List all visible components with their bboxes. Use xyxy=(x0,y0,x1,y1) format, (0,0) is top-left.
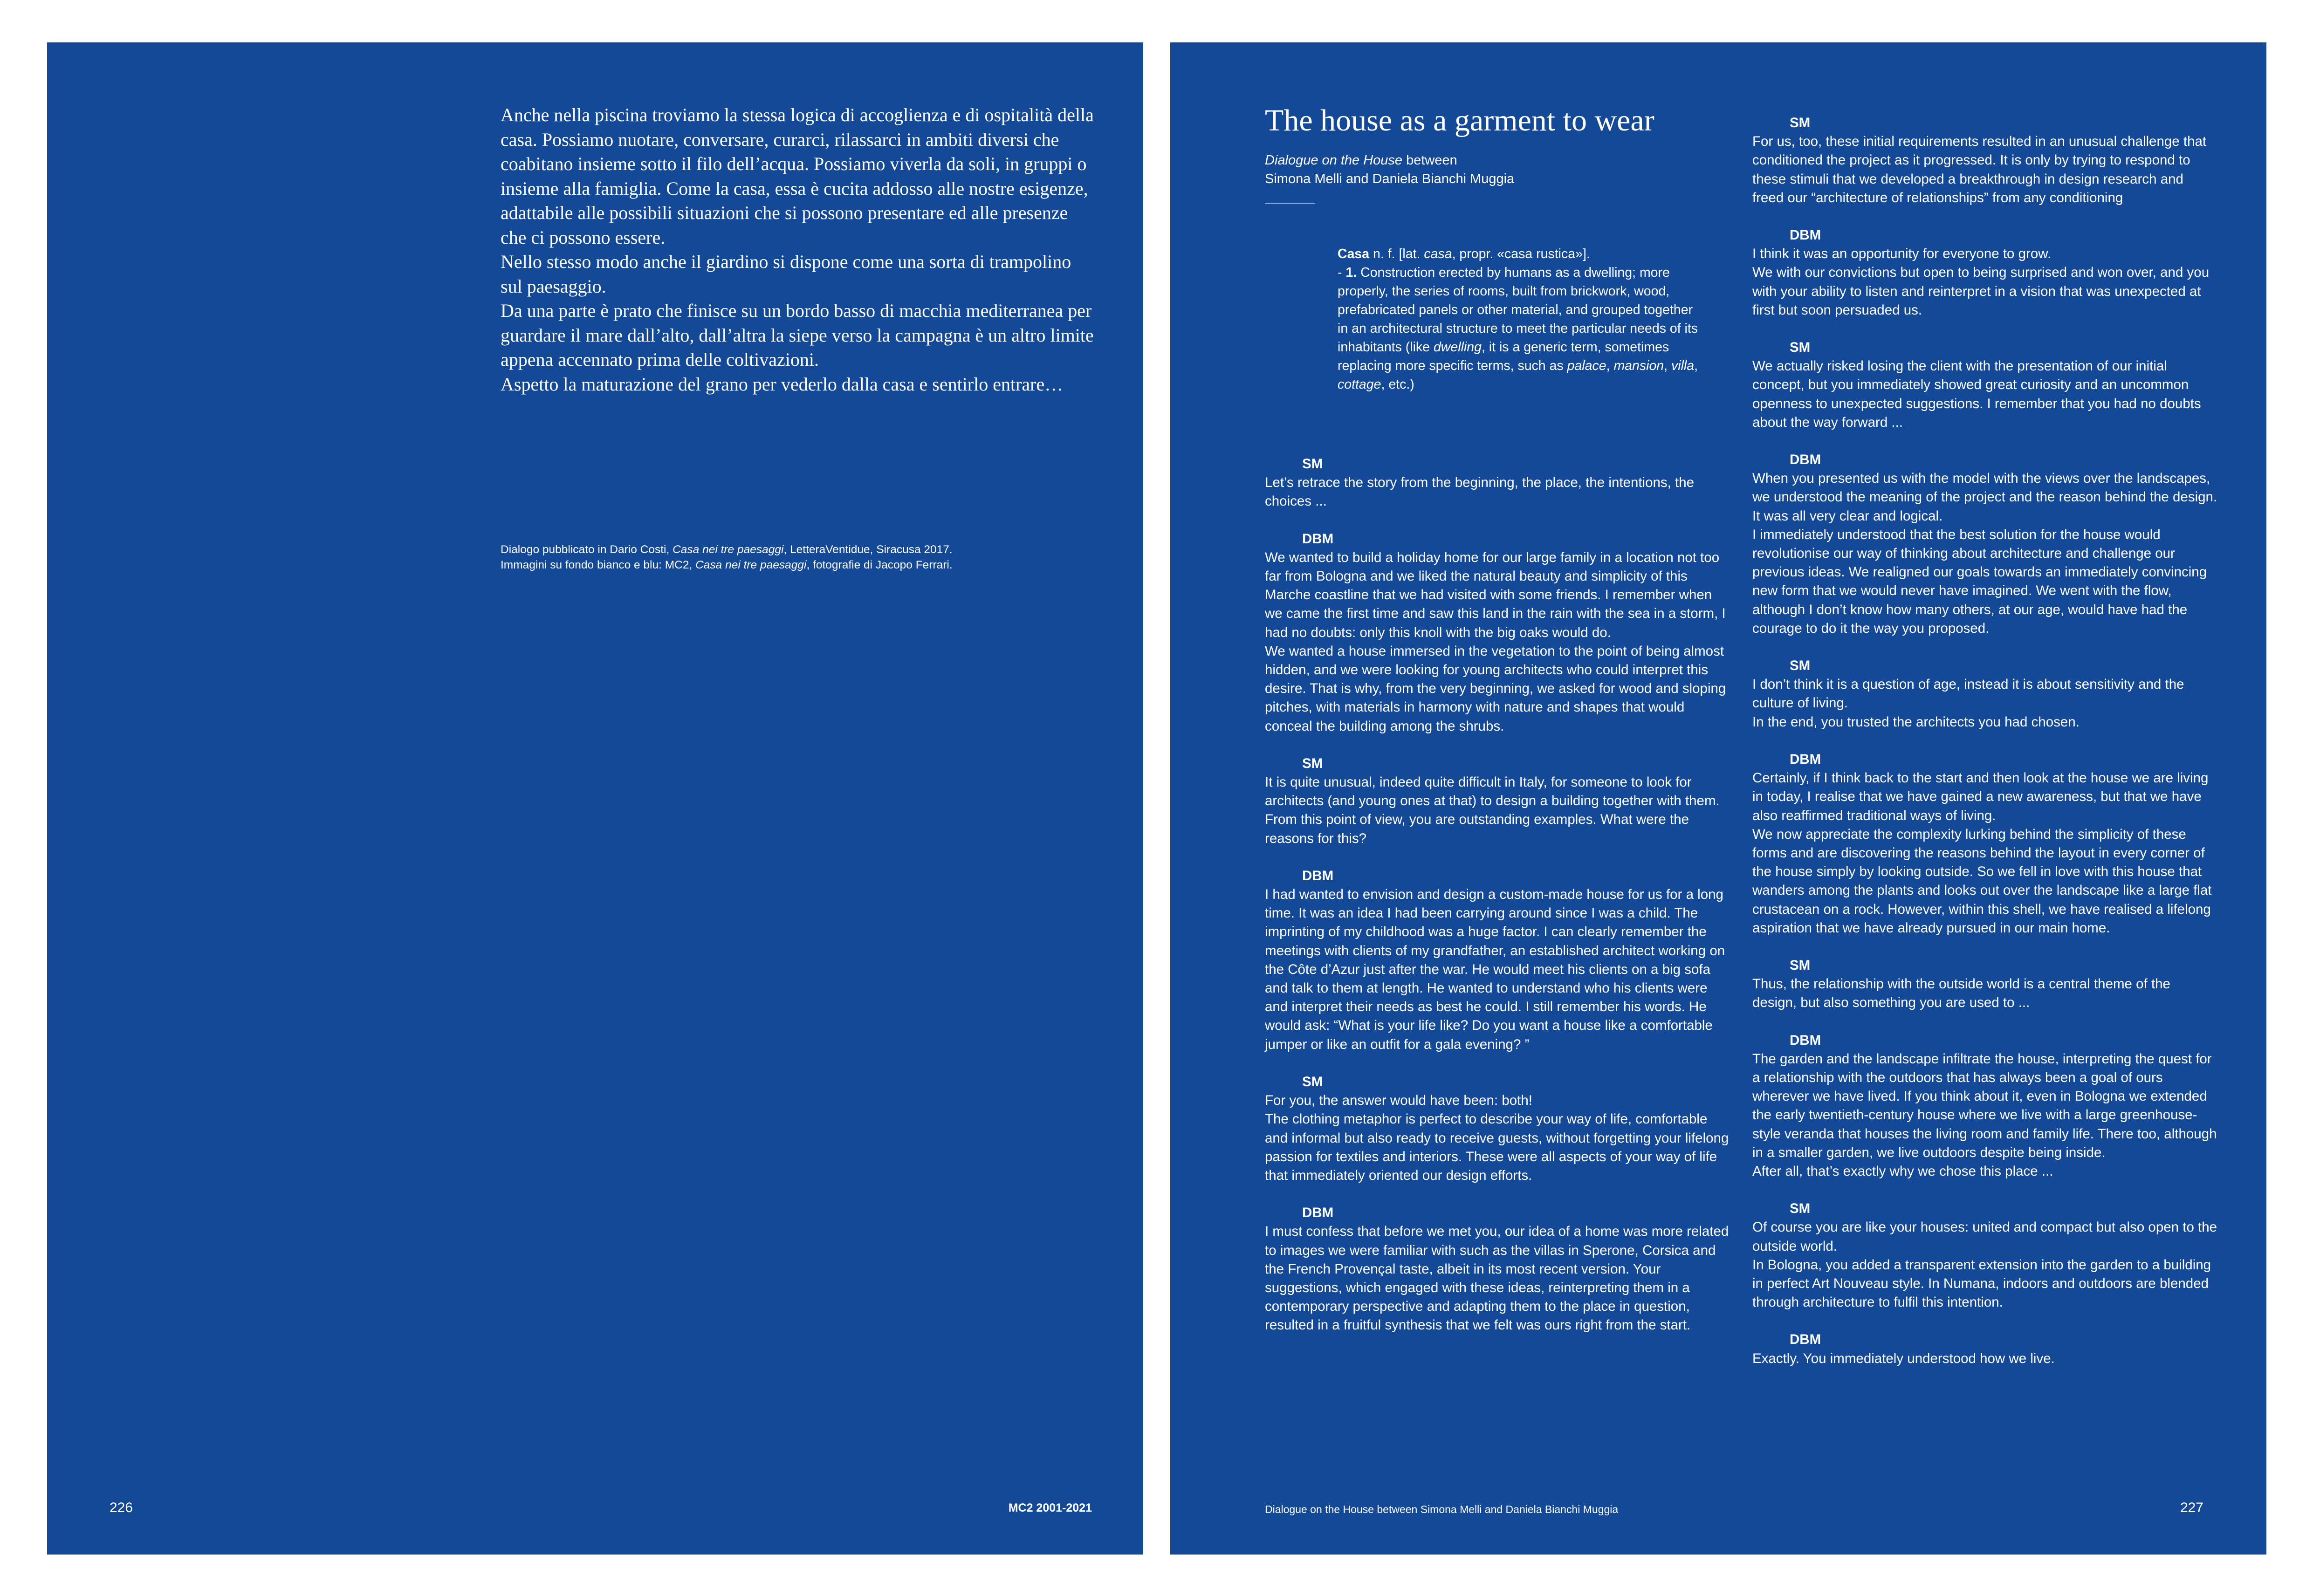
dialogue-paragraph: After all, that’s exactly why we chose this place ... xyxy=(1752,1163,2053,1179)
definition-text: , etc.) xyxy=(1381,377,1414,392)
definition-italic: palace xyxy=(1567,358,1606,373)
dialogue-paragraph: The garden and the landscape infiltrate the house, interpreting the quest for a relationship with the outdoors that has always been a goal of ours wherever we have lived. If you think about it, even in Bologna we extended the early twentieth-century house where we live with a large greenhouse-style veranda that houses the living room and family life. There too, although in a smaller garden, we live outdoors despite being inside. xyxy=(1752,1051,2217,1160)
definition-italic: mansion xyxy=(1613,358,1664,373)
definition-text: , xyxy=(1606,358,1614,373)
speaker-label: SM xyxy=(1790,340,1811,356)
subtitle-italic: Dialogue on the House xyxy=(1265,153,1403,168)
speaker-label: DBM xyxy=(1302,531,1334,547)
dialogue-exchange xyxy=(1752,1199,2218,1312)
speaker-label: DBM xyxy=(1302,1205,1334,1221)
dialogue-paragraph: In the end, you trusted the architects you had chosen. xyxy=(1752,714,2080,730)
speaker-label: SM xyxy=(1790,115,1811,130)
credit-text: Immagini su fondo bianco e blu: MC2, xyxy=(501,559,696,571)
dialogue-exchange xyxy=(1752,338,2218,432)
speaker-label: DBM xyxy=(1790,452,1821,468)
running-foot: Dialogue on the House between Simona Melli and Daniela Bianchi Muggia xyxy=(1265,1503,1619,1515)
credit-text: , fotografie di Jacopo Ferrari. xyxy=(806,559,953,571)
dialogue-exchange xyxy=(1752,451,2218,638)
definition-italic: villa xyxy=(1671,358,1695,373)
dictionary-definition xyxy=(1338,245,1706,394)
body-paragraph: Da una parte è prato che finisce su un bordo basso di macchia mediterranea per guardare il mare dall’alto, dall’altra la siepe verso la campagna è un altro limite appena accennato prima delle coltivazioni. xyxy=(501,300,1094,370)
dialogue-paragraph: When you presented us with the model with the views over the landscapes, we understood the meaning of the project and the reason behind the design. It was all very clear and logical. xyxy=(1752,471,2217,524)
definition-text: , xyxy=(1664,358,1672,373)
dialogue-exchange xyxy=(1752,750,2218,938)
dialogue-paragraph: I think it was an opportunity for everyone to grow. xyxy=(1752,246,2052,262)
dialogue-exchange xyxy=(1265,455,1731,511)
definition-text: Construction erected by humans as a dwelling; more properly, the series of rooms, built from brickwork, wood, prefabricated panels or other material, and grouped together in an architectural structure to meet the particular needs of its inhabitants (like xyxy=(1338,265,1698,355)
dialogue-paragraph: I had wanted to envision and design a custom-made house for us for a long time. It was an idea I had been carrying around since I was a child. The imprinting of my childhood was a huge factor. I can clearly remember the meetings with clients of my grandfather, an established architect working on the Côte d’Azur just after the war. He would meet his clients on a big sofa and talk to them at length. He wanted to understand who his clients were and interpret their needs as best he could. I still remember his words. He would ask: “What is your life like? Do you want a house like a comfortable jumper or like an outfit for a gala evening? ” xyxy=(1265,887,1725,1052)
definition-italic: cottage xyxy=(1338,377,1381,392)
dialogue-column-right xyxy=(1752,114,2218,1387)
dialogue-paragraph: In Bologna, you added a transparent extension into the garden to a building in perfect Art Nouveau style. In Numana, indoors and outdoors are blended through architecture to fulfil this intention. xyxy=(1752,1257,2211,1310)
speaker-label: SM xyxy=(1302,456,1323,472)
right-page xyxy=(1170,42,2266,1555)
dialogue-exchange xyxy=(1752,1330,2218,1368)
definition-text: , propr. «casa rustica»]. xyxy=(1452,247,1590,261)
credit-text: Dialogo pubblicato in Dario Costi, xyxy=(501,543,673,556)
dialogue-exchange xyxy=(1265,530,1731,736)
dialogue-exchange xyxy=(1265,1204,1731,1335)
speaker-label: SM xyxy=(1302,1074,1323,1089)
speaker-label: SM xyxy=(1790,658,1811,674)
dialogue-paragraph: Thus, the relationship with the outside world is a central theme of the design, but also something you are used to ... xyxy=(1752,976,2170,1011)
page-number: 227 xyxy=(2180,1500,2203,1515)
definition-headword: Casa xyxy=(1338,247,1370,261)
definition-text: - xyxy=(1338,265,1346,280)
definition-italic: casa xyxy=(1424,247,1452,261)
dialogue-exchange xyxy=(1265,867,1731,1054)
subtitle-authors: Simona Melli and Daniela Bianchi Muggia xyxy=(1265,171,1515,186)
speaker-label: SM xyxy=(1790,957,1811,973)
speaker-label: DBM xyxy=(1790,751,1821,767)
dialogue-paragraph: Certainly, if I think back to the start and then look at the house we are living in today, I realise that we have gained a new awareness, but that we have also reaffirmed traditional ways of living. xyxy=(1752,770,2209,823)
dialogue-exchange xyxy=(1265,1073,1731,1185)
dialogue-paragraph: We with our convictions but open to being surprised and won over, and you with your ability to listen and reinterpret in a vision that was unexpected at first but soon persuaded us. xyxy=(1752,265,2210,318)
credit-text: , LetteraVentidue, Siracusa 2017. xyxy=(783,543,953,556)
dialogue-exchange xyxy=(1265,754,1731,848)
dialogue-paragraph: We now appreciate the complexity lurking behind the simplicity of these forms and are discovering the reasons behind the layout in every corner of the house simply by looking outside. So we fell in love with this house that wanders among the plants and looks out over the landscape like a large flat crustacean on a rock. However, within this shell, we have realised a lifelong aspiration that we have already pursued in our main home. xyxy=(1752,826,2212,936)
dialogue-paragraph: For us, too, these initial requirements resulted in an unusual challenge that conditioned the project as it progressed. It is only by trying to respond to these stimuli that we developed a breakthrough in design research and freed our “architecture of relationships” from any conditioning xyxy=(1752,134,2207,205)
dialogue-exchange xyxy=(1752,226,2218,320)
dialogue-paragraph: We wanted a house immersed in the vegetation to the point of being almost hidden, and we were looking for young architects who could interpret this desire. That is why, from the very beginning, we asked for wood and sloping pitches, with materials in harmony with nature and shapes that would conceal the building among the shrubs. xyxy=(1265,643,1726,734)
dialogue-paragraph: I must confess that before we met you, our idea of a home was more related to images we were familiar with such as the villas in Sperone, Corsica and the French Provençal taste, albeit in its most recent version. Your suggestions, which engaged with these ideas, reinterpreting them in a contemporary perspective and adapting them to the place in question, resulted in a fruitful synthesis that we felt was ours right from the start. xyxy=(1265,1224,1729,1333)
dialogue-paragraph: Exactly. You immediately understood how we live. xyxy=(1752,1350,2055,1366)
dialogue-paragraph: Let’s retrace the story from the beginning, the place, the intentions, the choices ... xyxy=(1265,475,1695,509)
credit-line xyxy=(501,557,1060,573)
article-subtitle xyxy=(1265,151,1514,188)
left-page xyxy=(47,42,1143,1555)
dialogue-paragraph: We wanted to build a holiday home for our large family in a location not too far from Bologna and we liked the natural beauty and simplicity of this Marche coastline that we had visited with some friends. I remember when we came the first time and saw this land in the rain with the sea in a storm, I had no doubts: only this knoll with the big oaks would do. xyxy=(1265,549,1726,640)
speaker-label: SM xyxy=(1302,755,1323,771)
page-number: 226 xyxy=(110,1500,133,1515)
definition-text: , xyxy=(1694,358,1698,373)
publication-credit xyxy=(501,542,1060,573)
speaker-label: DBM xyxy=(1302,868,1334,884)
dialogue-paragraph: I don’t think it is a question of age, instead it is about sensitivity and the culture of living. xyxy=(1752,677,2184,711)
dialogue-exchange xyxy=(1752,1031,2218,1181)
definition-text: , it is a generic term, sometimes replacing more specific terms, such as xyxy=(1338,340,1669,373)
dialogue-column-left xyxy=(1265,455,1731,1354)
dialogue-paragraph: It is quite unusual, indeed quite difficult in Italy, for someone to look for architects (and young ones at that) to design a building together with them. From this point of view, you are outstanding examples. What were the reasons for this? xyxy=(1265,774,1720,846)
subtitle-text: between xyxy=(1402,153,1457,168)
dialogue-exchange xyxy=(1752,956,2218,1013)
definition-italic: dwelling xyxy=(1433,340,1482,355)
dialogue-paragraph: Of course you are like your houses: united and compact but also open to the outside world. xyxy=(1752,1219,2217,1254)
credit-book-title: Casa nei tre paesaggi xyxy=(673,543,784,556)
body-paragraph: Nello stesso modo anche il giardino si dispone come una sorta di trampolino sul paesaggio. xyxy=(501,251,1071,297)
dialogue-paragraph: For you, the answer would have been: both! xyxy=(1265,1093,1532,1109)
running-head: MC2 2001-2021 xyxy=(1008,1501,1092,1514)
left-page-body xyxy=(501,103,1097,397)
definition-text: n. f. [lat. xyxy=(1369,247,1424,261)
body-paragraph: Anche nella piscina troviamo la stessa logica di accoglienza e di ospitalità della casa. Possiamo nuotare, conversare, curarci, rilassarci in ambiti diversi che coabitano insieme sotto il filo dell’acqua. Possiamo viverla da soli, in gruppi o insieme alla famiglia. Come la casa, essa è cucita addosso alle nostre esigenze, adattabile alle possibili situazioni che si possono presentare ed alle presenze che ci possono essere. xyxy=(501,104,1094,248)
dialogue-paragraph: We actually risked losing the client with the presentation of our initial concept, but you immediately showed great curiosity and an uncommon openness to unexpected suggestions. I remember that you had no doubts about the way forward ... xyxy=(1752,358,2201,430)
speaker-label: DBM xyxy=(1790,1332,1821,1348)
dialogue-paragraph: I immediately understood that the best solution for the house would revolutionise our way of thinking about architecture and challenge our previous ideas. We realigned our goals towards an immediately convincing new form that we would never have imagined. We went with the flow, although I don’t know how many others, at our age, would have had the courage to do it the way you proposed. xyxy=(1752,527,2207,636)
dialogue-exchange xyxy=(1752,114,2218,207)
dialogue-exchange xyxy=(1752,657,2218,732)
article-title: The house as a garment to wear xyxy=(1265,103,1654,137)
speaker-label: DBM xyxy=(1790,1032,1821,1048)
dialogue-paragraph: The clothing metaphor is perfect to describe your way of life, comfortable and informal but also ready to receive guests, without forgetting your lifelong passion for textiles and interiors. These were all aspects of your way of life that immediately oriented our design efforts. xyxy=(1265,1111,1729,1183)
title-rule xyxy=(1265,203,1315,204)
body-paragraph: Aspetto la maturazione del grano per vederlo dalla casa e sentirlo entrare… xyxy=(501,373,1064,395)
credit-line xyxy=(501,542,1060,557)
credit-book-title: Casa nei tre paesaggi xyxy=(695,559,807,571)
speaker-label: SM xyxy=(1790,1201,1811,1217)
definition-number: 1. xyxy=(1345,265,1357,280)
speaker-label: DBM xyxy=(1790,227,1821,243)
